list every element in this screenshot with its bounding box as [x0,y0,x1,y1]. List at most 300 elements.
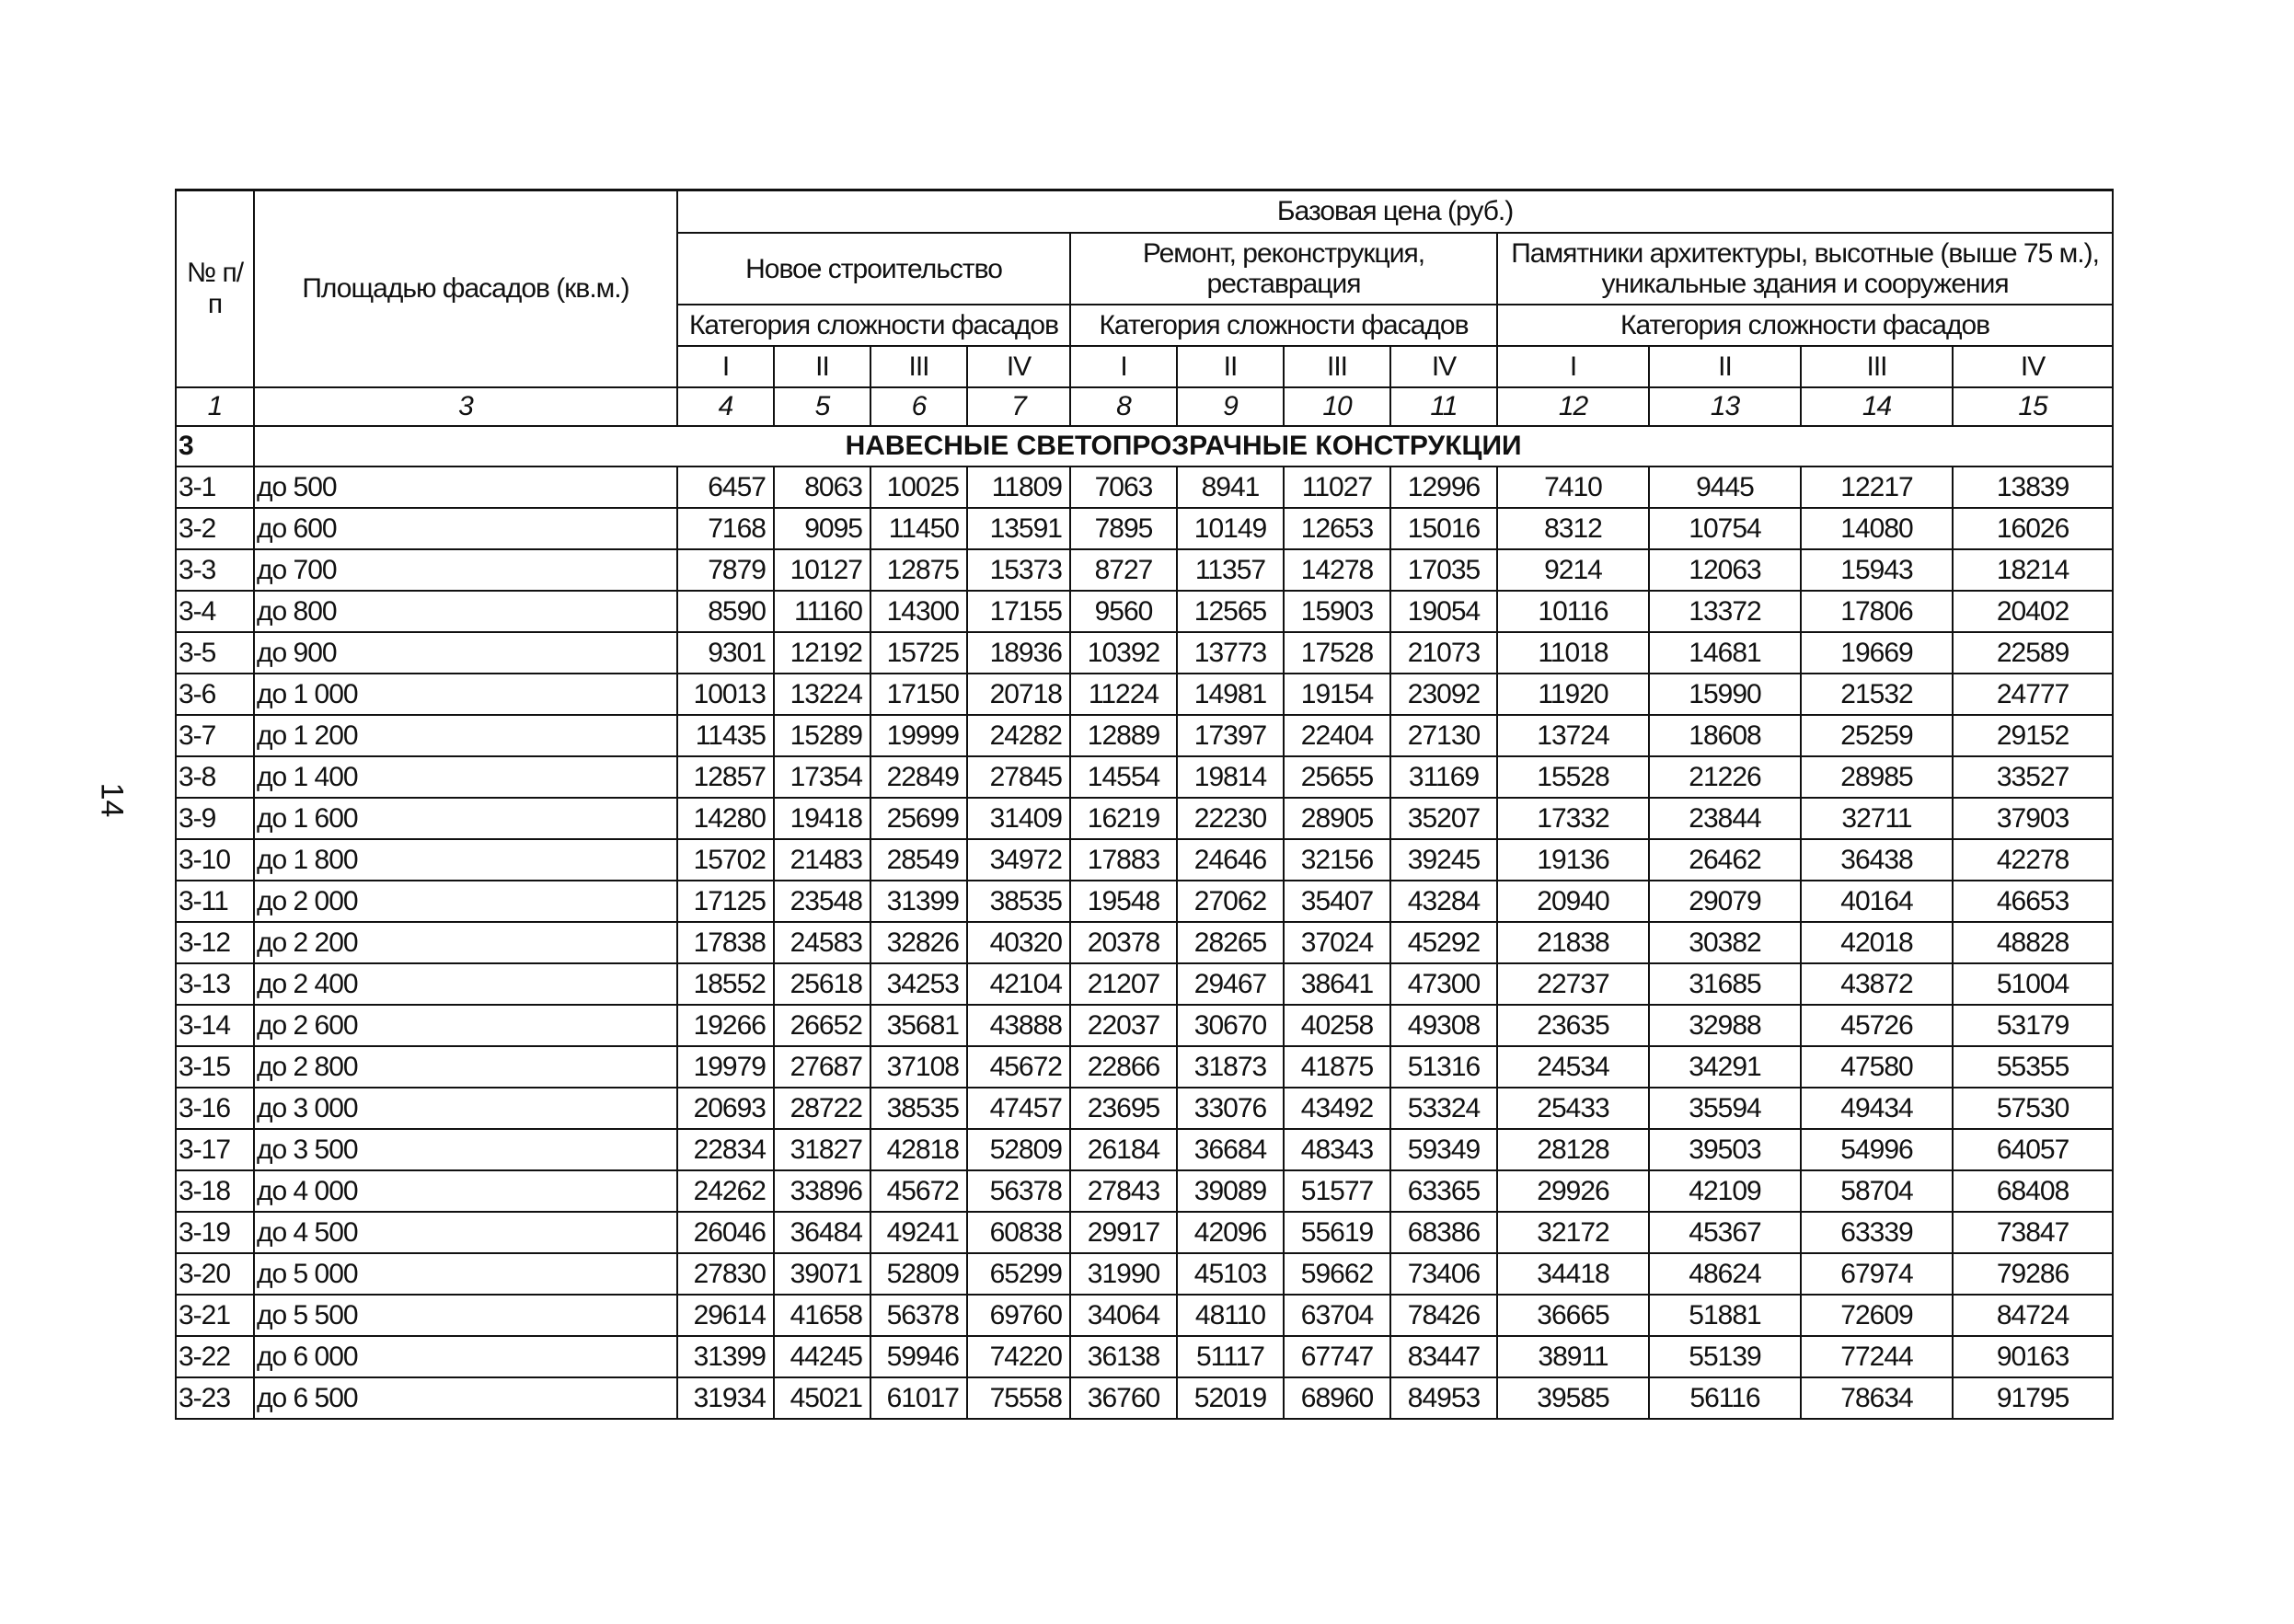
price-cell: 43284 [1390,881,1497,922]
price-cell: 63704 [1284,1295,1390,1336]
price-cell: 19418 [774,798,870,839]
header-category-repair: Категория сложности фасадов [1070,305,1497,346]
price-cell: 56116 [1649,1377,1801,1419]
row-area: до 1 600 [254,798,677,839]
row-area: до 700 [254,549,677,591]
price-cell: 34291 [1649,1046,1801,1088]
price-cell: 40258 [1284,1005,1390,1046]
price-cell: 19669 [1801,632,1953,674]
price-cell: 51316 [1390,1046,1497,1088]
price-cell: 12565 [1177,591,1284,632]
price-cell: 57530 [1953,1088,2113,1129]
column-number: 12 [1497,387,1649,426]
price-cell: 27130 [1390,715,1497,756]
price-cell: 14278 [1284,549,1390,591]
price-cell: 59946 [870,1336,967,1377]
price-cell: 22834 [677,1129,774,1170]
price-cell: 14981 [1177,674,1284,715]
header-category-new: Категория сложности фасадов [677,305,1070,346]
row-area: до 1 200 [254,715,677,756]
price-cell: 47300 [1390,963,1497,1005]
row-area: до 900 [254,632,677,674]
row-area: до 2 200 [254,922,677,963]
price-cell: 84953 [1390,1377,1497,1419]
row-code: 3-21 [176,1295,254,1336]
price-cell: 49241 [870,1212,967,1253]
price-cell: 47457 [967,1088,1070,1129]
price-cell: 22037 [1070,1005,1177,1046]
price-cell: 48828 [1953,922,2113,963]
row-code: 3-7 [176,715,254,756]
table-row [176,1377,2113,1419]
price-cell: 23548 [774,881,870,922]
price-cell: 34064 [1070,1295,1177,1336]
price-cell: 56378 [967,1170,1070,1212]
price-cell: 28905 [1284,798,1390,839]
price-cell: 19054 [1390,591,1497,632]
row-code: 3-23 [176,1377,254,1419]
row-code: 3-15 [176,1046,254,1088]
price-cell: 31399 [677,1336,774,1377]
price-cell: 74220 [967,1336,1070,1377]
header-roman-3-3: III [1801,346,1953,387]
price-cell: 59349 [1390,1129,1497,1170]
table-row [176,508,2113,549]
table-row [176,674,2113,715]
table-row [176,591,2113,632]
price-cell: 9301 [677,632,774,674]
price-table [175,189,2114,1420]
header-num: № п/п [176,190,254,388]
price-cell: 9095 [774,508,870,549]
row-code: 3-17 [176,1129,254,1170]
price-cell: 12875 [870,549,967,591]
row-area: до 1 400 [254,756,677,798]
price-cell: 31934 [677,1377,774,1419]
price-cell: 31399 [870,881,967,922]
price-cell: 42818 [870,1129,967,1170]
table-row [176,1170,2113,1212]
table-row [176,922,2113,963]
price-cell: 14080 [1801,508,1953,549]
column-number: 5 [774,387,870,426]
price-cell: 7063 [1070,466,1177,508]
price-cell: 38535 [967,881,1070,922]
column-number: 8 [1070,387,1177,426]
price-cell: 27843 [1070,1170,1177,1212]
price-cell: 17838 [677,922,774,963]
price-cell: 7410 [1497,466,1649,508]
price-cell: 22404 [1284,715,1390,756]
section-title: НАВЕСНЫЕ СВЕТОПРОЗРАЧНЫЕ КОНСТРУКЦИИ [254,426,2113,466]
price-cell: 20718 [967,674,1070,715]
column-number: 10 [1284,387,1390,426]
price-cell: 40164 [1801,881,1953,922]
price-cell: 27062 [1177,881,1284,922]
price-cell: 17528 [1284,632,1390,674]
price-cell: 78634 [1801,1377,1953,1419]
price-cell: 12889 [1070,715,1177,756]
price-cell: 13839 [1953,466,2113,508]
price-cell: 36760 [1070,1377,1177,1419]
price-cell: 64057 [1953,1129,2113,1170]
column-number: 11 [1390,387,1497,426]
section-row [176,426,2113,466]
price-cell: 39071 [774,1253,870,1295]
price-cell: 75558 [967,1377,1070,1419]
price-cell: 51004 [1953,963,2113,1005]
header-roman-1-1: I [677,346,774,387]
price-cell: 45103 [1177,1253,1284,1295]
column-number: 13 [1649,387,1801,426]
price-cell: 91795 [1953,1377,2113,1419]
column-number: 6 [870,387,967,426]
price-cell: 43872 [1801,963,1953,1005]
header-group-monuments: Памятники архитектуры, высотные (выше 75 м.), уникальные здания и сооружения [1497,233,2113,305]
price-cell: 31409 [967,798,1070,839]
price-cell: 18936 [967,632,1070,674]
price-cell: 43888 [967,1005,1070,1046]
header-roman-2-2: II [1177,346,1284,387]
price-cell: 49308 [1390,1005,1497,1046]
row-code: 3-10 [176,839,254,881]
price-cell: 22230 [1177,798,1284,839]
price-cell: 54996 [1801,1129,1953,1170]
price-cell: 63365 [1390,1170,1497,1212]
price-cell: 53324 [1390,1088,1497,1129]
table-row [176,756,2113,798]
price-cell: 17806 [1801,591,1953,632]
price-cell: 20940 [1497,881,1649,922]
price-cell: 42104 [967,963,1070,1005]
price-cell: 22849 [870,756,967,798]
price-cell: 19154 [1284,674,1390,715]
row-area: до 5 000 [254,1253,677,1295]
row-area: до 3 000 [254,1088,677,1129]
price-cell: 26652 [774,1005,870,1046]
price-cell: 11027 [1284,466,1390,508]
price-cell: 8941 [1177,466,1284,508]
header-roman-3-1: I [1497,346,1649,387]
price-cell: 28128 [1497,1129,1649,1170]
table-header [176,190,2113,388]
price-cell: 22737 [1497,963,1649,1005]
row-code: 3-18 [176,1170,254,1212]
price-cell: 28265 [1177,922,1284,963]
price-cell: 52809 [967,1129,1070,1170]
price-cell: 23092 [1390,674,1497,715]
price-cell: 45672 [967,1046,1070,1088]
price-cell: 26046 [677,1212,774,1253]
price-cell: 23635 [1497,1005,1649,1046]
price-cell: 59662 [1284,1253,1390,1295]
price-cell: 28549 [870,839,967,881]
price-cell: 10127 [774,549,870,591]
price-cell: 32156 [1284,839,1390,881]
price-cell: 49434 [1801,1088,1953,1129]
price-cell: 51881 [1649,1295,1801,1336]
price-cell: 23844 [1649,798,1801,839]
price-cell: 52019 [1177,1377,1284,1419]
price-cell: 19548 [1070,881,1177,922]
row-code: 3-11 [176,881,254,922]
price-cell: 46653 [1953,881,2113,922]
table-row [176,549,2113,591]
price-cell: 25618 [774,963,870,1005]
price-cell: 29079 [1649,881,1801,922]
price-cell: 25655 [1284,756,1390,798]
price-cell: 24262 [677,1170,774,1212]
price-cell: 14554 [1070,756,1177,798]
price-cell: 14280 [677,798,774,839]
price-cell: 8312 [1497,508,1649,549]
price-cell: 10116 [1497,591,1649,632]
price-cell: 9560 [1070,591,1177,632]
price-cell: 34972 [967,839,1070,881]
header-roman-2-1: I [1070,346,1177,387]
price-cell: 30382 [1649,922,1801,963]
price-cell: 19136 [1497,839,1649,881]
section-number: 3 [176,426,254,466]
price-cell: 37108 [870,1046,967,1088]
price-cell: 18608 [1649,715,1801,756]
price-cell: 83447 [1390,1336,1497,1377]
price-cell: 17332 [1497,798,1649,839]
price-cell: 24534 [1497,1046,1649,1088]
price-cell: 22866 [1070,1046,1177,1088]
price-cell: 68386 [1390,1212,1497,1253]
price-cell: 10754 [1649,508,1801,549]
price-cell: 28985 [1801,756,1953,798]
price-cell: 39245 [1390,839,1497,881]
price-cell: 73847 [1953,1212,2113,1253]
row-area: до 6 000 [254,1336,677,1377]
row-code: 3-2 [176,508,254,549]
price-cell: 45367 [1649,1212,1801,1253]
price-cell: 13724 [1497,715,1649,756]
price-cell: 11357 [1177,549,1284,591]
price-cell: 52809 [870,1253,967,1295]
price-cell: 45672 [870,1170,967,1212]
price-cell: 55139 [1649,1336,1801,1377]
price-cell: 10025 [870,466,967,508]
price-cell: 15373 [967,549,1070,591]
price-cell: 36684 [1177,1129,1284,1170]
price-cell: 19999 [870,715,967,756]
price-cell: 11160 [774,591,870,632]
header-roman-2-3: III [1284,346,1390,387]
price-cell: 31990 [1070,1253,1177,1295]
price-cell: 32988 [1649,1005,1801,1046]
price-cell: 51117 [1177,1336,1284,1377]
price-cell: 11450 [870,508,967,549]
price-cell: 48343 [1284,1129,1390,1170]
price-cell: 15016 [1390,508,1497,549]
price-cell: 31169 [1390,756,1497,798]
price-cell: 43492 [1284,1088,1390,1129]
price-cell: 55355 [1953,1046,2113,1088]
price-cell: 16219 [1070,798,1177,839]
row-area: до 4 500 [254,1212,677,1253]
price-cell: 72609 [1801,1295,1953,1336]
price-cell: 77244 [1801,1336,1953,1377]
price-cell: 24583 [774,922,870,963]
page-number: 14 [94,782,130,818]
price-cell: 11920 [1497,674,1649,715]
price-cell: 15903 [1284,591,1390,632]
price-cell: 67974 [1801,1253,1953,1295]
table-row [176,1129,2113,1170]
table-row [176,1046,2113,1088]
price-cell: 27687 [774,1046,870,1088]
price-cell: 12996 [1390,466,1497,508]
price-cell: 14300 [870,591,967,632]
price-cell: 21073 [1390,632,1497,674]
table-row [176,1253,2113,1295]
price-cell: 15702 [677,839,774,881]
table-row [176,881,2113,922]
price-cell: 36484 [774,1212,870,1253]
price-cell: 17150 [870,674,967,715]
price-cell: 36665 [1497,1295,1649,1336]
row-area: до 800 [254,591,677,632]
price-cell: 47580 [1801,1046,1953,1088]
column-number: 14 [1801,387,1953,426]
price-cell: 8590 [677,591,774,632]
price-cell: 12653 [1284,508,1390,549]
price-cell: 29917 [1070,1212,1177,1253]
price-cell: 24646 [1177,839,1284,881]
price-cell: 10149 [1177,508,1284,549]
price-cell: 40320 [967,922,1070,963]
row-area: до 600 [254,508,677,549]
row-code: 3-6 [176,674,254,715]
price-cell: 38535 [870,1088,967,1129]
row-area: до 1 800 [254,839,677,881]
price-cell: 12857 [677,756,774,798]
price-cell: 37903 [1953,798,2113,839]
price-cell: 42278 [1953,839,2113,881]
price-cell: 28722 [774,1088,870,1129]
price-cell: 8727 [1070,549,1177,591]
price-cell: 18214 [1953,549,2113,591]
price-cell: 21226 [1649,756,1801,798]
price-cell: 68960 [1284,1377,1390,1419]
price-cell: 84724 [1953,1295,2113,1336]
column-number-row [176,387,2113,426]
header-roman-2-4: IV [1390,346,1497,387]
column-number: 7 [967,387,1070,426]
table-row [176,963,2113,1005]
header-roman-3-4: IV [1953,346,2113,387]
table-row [176,839,2113,881]
price-cell: 17155 [967,591,1070,632]
price-cell: 20693 [677,1088,774,1129]
price-cell: 42096 [1177,1212,1284,1253]
price-cell: 12192 [774,632,870,674]
header-roman-1-2: II [774,346,870,387]
price-cell: 73406 [1390,1253,1497,1295]
price-cell: 51577 [1284,1170,1390,1212]
price-cell: 7168 [677,508,774,549]
price-cell: 29152 [1953,715,2113,756]
price-cell: 7895 [1070,508,1177,549]
price-cell: 15990 [1649,674,1801,715]
price-cell: 27830 [677,1253,774,1295]
price-cell: 63339 [1801,1212,1953,1253]
table-row [176,1212,2113,1253]
header-roman-1-4: IV [967,346,1070,387]
price-cell: 56378 [870,1295,967,1336]
price-cell: 11809 [967,466,1070,508]
price-cell: 13372 [1649,591,1801,632]
price-cell: 69760 [967,1295,1070,1336]
price-cell: 25433 [1497,1088,1649,1129]
price-cell: 19979 [677,1046,774,1088]
table-row [176,466,2113,508]
price-cell: 48110 [1177,1295,1284,1336]
table-row [176,1088,2113,1129]
header-area: Площадью фасадов (кв.м.) [254,190,677,388]
price-cell: 39585 [1497,1377,1649,1419]
price-cell: 19266 [677,1005,774,1046]
row-code: 3-12 [176,922,254,963]
price-cell: 12217 [1801,466,1953,508]
price-cell: 58704 [1801,1170,1953,1212]
row-area: до 4 000 [254,1170,677,1212]
row-code: 3-5 [176,632,254,674]
price-cell: 30670 [1177,1005,1284,1046]
price-cell: 35407 [1284,881,1390,922]
table-row [176,798,2113,839]
table-row [176,1336,2113,1377]
price-cell: 21483 [774,839,870,881]
price-cell: 38641 [1284,963,1390,1005]
price-cell: 79286 [1953,1253,2113,1295]
row-area: до 6 500 [254,1377,677,1419]
price-cell: 12063 [1649,549,1801,591]
price-cell: 21207 [1070,963,1177,1005]
price-cell: 44245 [774,1336,870,1377]
price-cell: 17125 [677,881,774,922]
price-cell: 37024 [1284,922,1390,963]
price-cell: 17397 [1177,715,1284,756]
price-cell: 45021 [774,1377,870,1419]
price-cell: 27845 [967,756,1070,798]
header-category-monuments: Категория сложности фасадов [1497,305,2113,346]
price-cell: 36438 [1801,839,1953,881]
price-cell: 10392 [1070,632,1177,674]
price-cell: 36138 [1070,1336,1177,1377]
row-area: до 2 000 [254,881,677,922]
row-code: 3-9 [176,798,254,839]
price-cell: 9445 [1649,466,1801,508]
price-cell: 26184 [1070,1129,1177,1170]
price-cell: 13224 [774,674,870,715]
price-cell: 17035 [1390,549,1497,591]
price-cell: 6457 [677,466,774,508]
price-cell: 42018 [1801,922,1953,963]
header-base-price: Базовая цена (руб.) [677,190,2113,234]
price-cell: 26462 [1649,839,1801,881]
price-cell: 17883 [1070,839,1177,881]
row-code: 3-19 [176,1212,254,1253]
price-cell: 10013 [677,674,774,715]
price-cell: 11224 [1070,674,1177,715]
price-cell: 20402 [1953,591,2113,632]
row-code: 3-13 [176,963,254,1005]
price-cell: 21532 [1801,674,1953,715]
